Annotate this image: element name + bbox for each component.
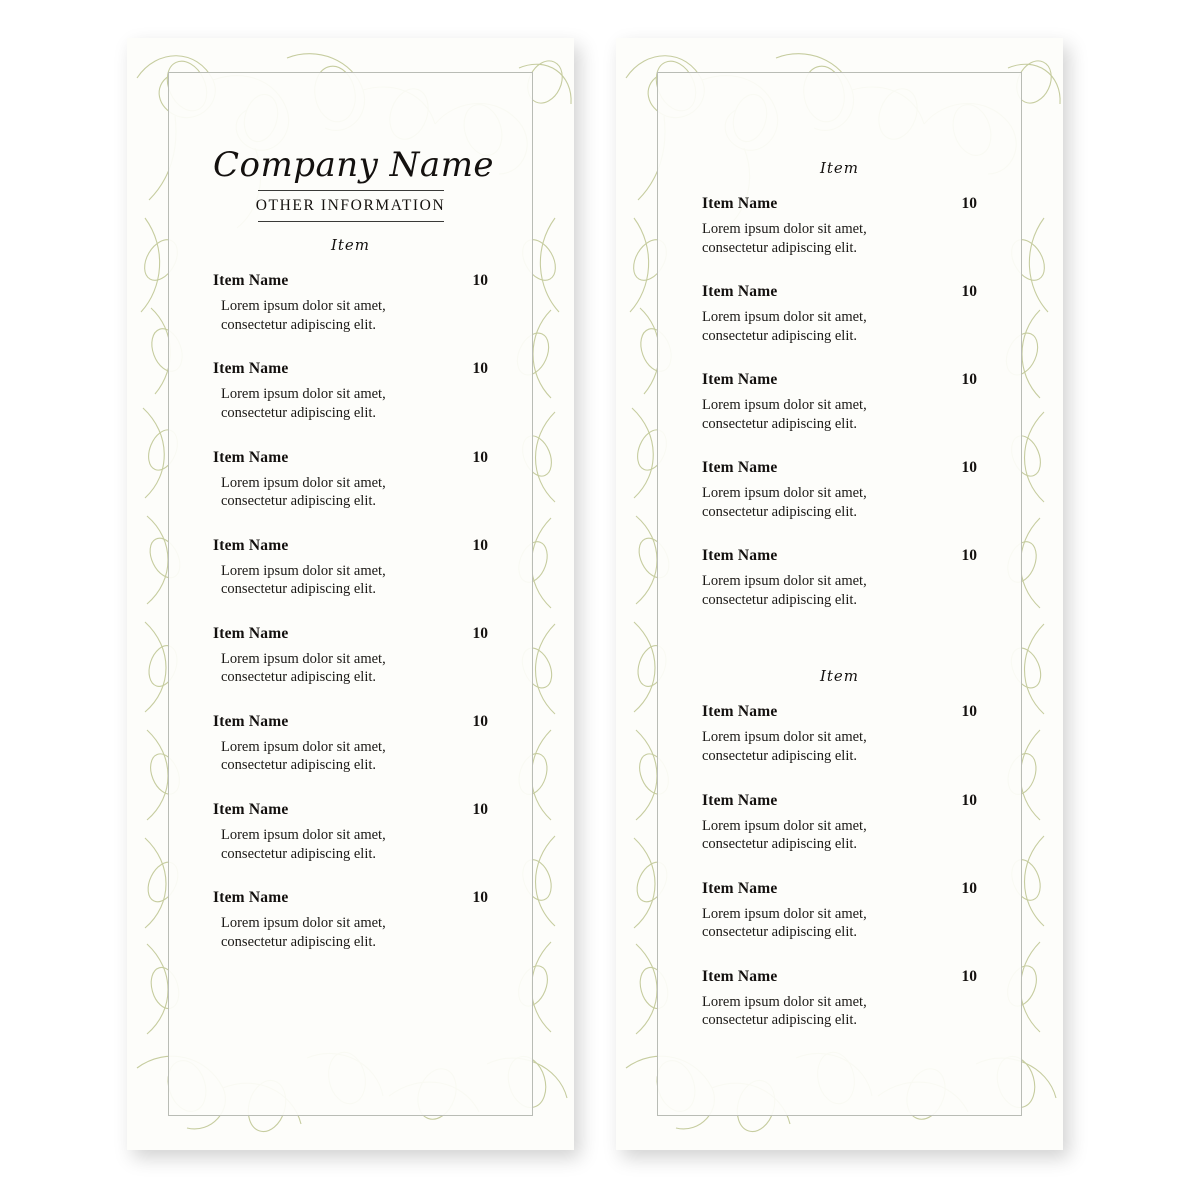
menu-item-head (213, 801, 488, 819)
menu-item-description-line: Lorem ipsum dolor sit amet, (702, 221, 867, 237)
menu-item-description (702, 905, 912, 942)
menu-item-description-line: Lorem ipsum dolor sit amet, (221, 826, 386, 843)
page-content-right (658, 73, 1021, 1115)
menu-item-description-line: consectetur adipiscing elit. (221, 669, 377, 686)
menu-item (702, 459, 977, 521)
menu-item-price: 10 (961, 547, 977, 565)
menu-item-name: Item Name (213, 889, 289, 907)
menu-item-head (213, 713, 488, 731)
menu-item-name: Item Name (702, 879, 778, 897)
menu-item-name: Item Name (702, 703, 778, 721)
menu-item-name: Item Name (213, 448, 289, 466)
menu-item-head (702, 880, 977, 898)
menu-item-description-line: consectetur adipiscing elit. (702, 415, 858, 432)
menu-item-price: 10 (961, 195, 977, 212)
menu-item-name: Item Name (702, 791, 778, 809)
menu-item-price: 10 (472, 360, 488, 378)
menu-item-head (702, 792, 977, 810)
menu-item-name: Item Name (702, 967, 778, 985)
menu-item-price: 10 (472, 272, 488, 290)
menu-item-head (213, 360, 488, 378)
menu-item-price: 10 (472, 536, 488, 554)
menu-item-description-line: consectetur adipiscing elit. (221, 757, 377, 774)
menu-item-head (702, 371, 977, 389)
menu-item-head (213, 889, 488, 907)
menu-item (213, 360, 488, 422)
menu-item-description-line: Lorem ipsum dolor sit amet, (702, 397, 867, 414)
menu-item-head (702, 459, 977, 477)
menu-item-description-line: consectetur adipiscing elit. (221, 405, 377, 422)
menu-item-name: Item Name (213, 624, 289, 642)
menu-item-description-line: Lorem ipsum dolor sit amet, (702, 905, 867, 922)
menu-item-description-line: consectetur adipiscing elit. (221, 933, 377, 950)
menu-item-description (702, 220, 912, 257)
menu-item (213, 537, 488, 599)
menu-item-description-line: Lorem ipsum dolor sit amet, (221, 915, 386, 932)
title-divider-bottom (258, 221, 444, 222)
menu-item (213, 801, 488, 863)
menu-item (702, 880, 977, 942)
menu-item-name: Item Name (213, 712, 289, 730)
page-frame-right (657, 72, 1022, 1116)
menu-item (702, 792, 977, 854)
menu-item-description-line: Lorem ipsum dolor sit amet, (702, 485, 867, 502)
menu-item-description-line: Lorem ipsum dolor sit amet, (702, 729, 867, 746)
menu-item-head (213, 625, 488, 643)
menu-item-description (213, 385, 431, 422)
menu-item-description-line: consectetur adipiscing elit. (702, 327, 858, 344)
menu-item-description (213, 650, 431, 687)
menu-item-description (702, 993, 912, 1030)
menu-page-left (127, 38, 574, 1150)
page-content-left (169, 73, 532, 1115)
menu-item-description (702, 484, 912, 521)
menu-item-description-line: consectetur adipiscing elit. (702, 836, 858, 853)
menu-list-right-second (702, 703, 977, 1029)
menu-item-name: Item Name (213, 800, 289, 818)
menu-item-description-line: consectetur adipiscing elit. (702, 591, 858, 608)
menu-item-price: 10 (961, 283, 977, 301)
page-title: Company Name (213, 145, 495, 185)
menu-item-description-line: consectetur adipiscing elit. (702, 503, 858, 520)
menu-item-name: Item Name (702, 459, 778, 477)
menu-item-price: 10 (961, 791, 977, 809)
menu-item-price: 10 (961, 703, 977, 721)
menu-item-head (702, 968, 977, 986)
menu-item-name: Item Name (702, 547, 778, 565)
menu-item-description-line: consectetur adipiscing elit. (702, 239, 858, 256)
menu-item-description (213, 738, 431, 775)
menu-item-price: 10 (472, 448, 488, 466)
menu-item (702, 547, 977, 609)
menu-list-left (213, 272, 488, 951)
menu-item-description-line: consectetur adipiscing elit. (221, 845, 377, 862)
menu-page-right (616, 38, 1063, 1150)
menu-item-description-line: Lorem ipsum dolor sit amet, (702, 573, 867, 590)
menu-item-head (702, 195, 977, 213)
menu-item-description (213, 826, 431, 863)
menu-list-right-first (702, 195, 977, 609)
menu-item-description-line: Lorem ipsum dolor sit amet, (221, 386, 386, 403)
page-subtitle: OTHER INFORMATION (255, 197, 446, 215)
menu-item-price: 10 (961, 371, 977, 389)
menu-item-name: Item Name (702, 371, 778, 389)
menu-item-description-line: consectetur adipiscing elit. (702, 924, 858, 941)
menu-item-head (213, 272, 488, 290)
menu-item-description (702, 396, 912, 433)
menu-item-head (702, 703, 977, 721)
menu-item-head (702, 283, 977, 301)
menu-item-description (702, 728, 912, 765)
menu-item-description (702, 308, 912, 345)
page-frame-left (168, 72, 533, 1116)
section-heading: Item (819, 159, 860, 177)
menu-item-name: Item Name (213, 536, 289, 554)
menu-item-head (702, 547, 977, 565)
menu-item-description-line: consectetur adipiscing elit. (702, 748, 858, 765)
menu-item-description-line: Lorem ipsum dolor sit amet, (702, 817, 867, 834)
menu-item (702, 968, 977, 1030)
section-heading: Item (330, 236, 371, 255)
menu-item-description-line: Lorem ipsum dolor sit amet, (221, 562, 386, 579)
menu-item (213, 272, 488, 334)
menu-item-name: Item Name (702, 283, 778, 301)
menu-item-price: 10 (472, 712, 488, 730)
menu-item-description (702, 572, 912, 609)
menu-item-description (702, 817, 912, 854)
menu-item-description (213, 562, 431, 599)
menu-item-description-line: Lorem ipsum dolor sit amet, (221, 298, 386, 315)
menu-item-description-line: Lorem ipsum dolor sit amet, (221, 738, 386, 755)
menu-item-description-line: consectetur adipiscing elit. (221, 581, 377, 598)
menu-item-description-line: Lorem ipsum dolor sit amet, (702, 309, 867, 326)
menu-item-head (213, 537, 488, 555)
menu-item (213, 625, 488, 687)
menu-item (213, 713, 488, 775)
menu-item-price: 10 (472, 624, 488, 642)
menu-item-description-line: Lorem ipsum dolor sit amet, (702, 993, 867, 1010)
menu-item-description-line: consectetur adipiscing elit. (702, 1012, 858, 1029)
menu-item-description-line: consectetur adipiscing elit. (221, 493, 377, 510)
menu-item-price: 10 (961, 459, 977, 477)
menu-item-price: 10 (472, 800, 488, 818)
menu-item-description (213, 297, 431, 334)
menu-item-description-line: Lorem ipsum dolor sit amet, (221, 474, 386, 491)
menu-item-description (213, 914, 431, 951)
section-heading: Item (819, 667, 860, 686)
menu-item-description-line: consectetur adipiscing elit. (221, 316, 377, 333)
menu-item-description-line: Lorem ipsum dolor sit amet, (221, 650, 386, 667)
menu-item-head (213, 449, 488, 467)
menu-item (702, 195, 977, 257)
menu-item-name: Item Name (702, 195, 778, 212)
menu-item-description (213, 474, 431, 511)
menu-item-name: Item Name (213, 360, 289, 378)
menu-item (702, 283, 977, 345)
menu-item (213, 449, 488, 511)
menu-item-price: 10 (472, 889, 488, 907)
menu-item (702, 371, 977, 433)
menu-item-price: 10 (961, 879, 977, 897)
menu-item (213, 889, 488, 951)
menu-item (702, 703, 977, 765)
menu-item-name: Item Name (213, 272, 289, 290)
menu-item-price: 10 (961, 967, 977, 985)
